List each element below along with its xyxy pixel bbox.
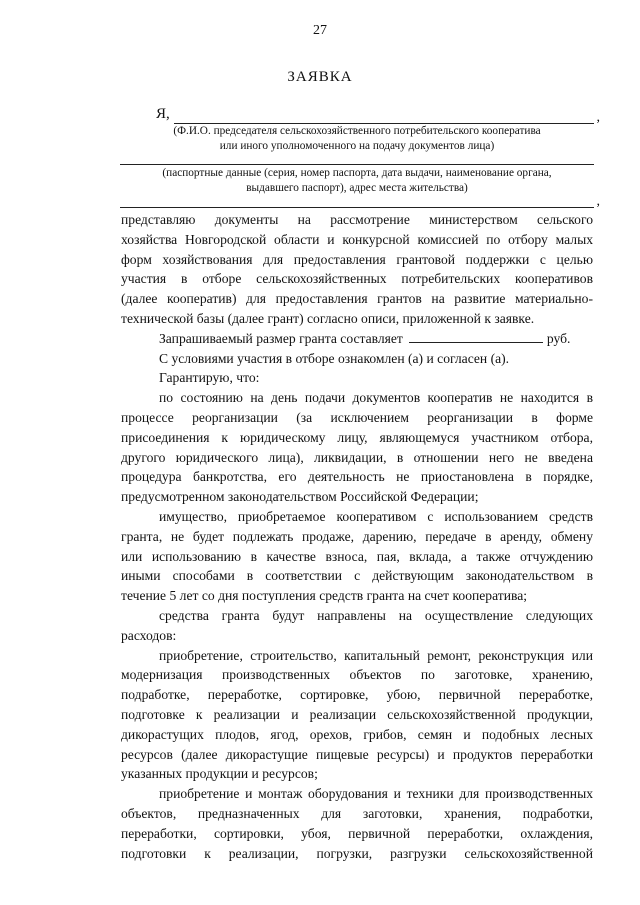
text-line: дикорастущих плодов, ягод, орехов, грибов, семян и подобных лесных [121, 726, 593, 742]
applicant-prefix: Я, [156, 106, 170, 122]
address-underline [120, 207, 594, 208]
passport-line [120, 147, 594, 165]
text-line: процедура банкротства, его деятельность не приостановлена в порядке, [121, 469, 593, 485]
applicant-name-line [120, 106, 600, 125]
text-line: расходов: [121, 627, 177, 643]
text-line: подготовки к реализации, погрузки, разгрузки сельскохозяйственной [121, 845, 593, 861]
passport-underline [120, 164, 594, 165]
passport-caption-line: выдавшего паспорт), адрес места жительства) [246, 182, 468, 194]
text-line: процессе реорганизации (за исключением реорганизации в форме [121, 409, 593, 425]
text-line: указанных продукции и ресурсов; [121, 766, 318, 782]
text-line: приобретение, строительство, капитальный ремонт, реконструкция или [159, 647, 593, 663]
guarantee-heading: Гарантирую, что: [159, 370, 260, 386]
text-line: другого юридического лица), ликвидации, в отношении него не введена [121, 449, 593, 465]
text-line: гранта, не будет подлежать продаже, дарению, передаче в аренду, обмену [121, 528, 593, 544]
text-line: форм хозяйствования для предоставления грантовой поддержки с целью [121, 251, 593, 267]
applicant-suffix: , [596, 110, 600, 125]
text-line: (далее кооператив) для предоставления грантов на развитие материально- [121, 291, 593, 307]
text-line: технической базы (далее грант) согласно описи, приложенной к заявке. [121, 310, 535, 326]
text-line: по состоянию на день подачи документов кооператив не находится в [159, 390, 593, 406]
text-line: иными способами в соответствии с действующим законодательством в [121, 568, 593, 584]
guarantee-expenses-paragraph [121, 606, 593, 646]
text-line: объектов, предназначенных для заготовки, хранения, подработки, [121, 805, 593, 821]
grant-amount-row [121, 329, 593, 349]
text-line: хозяйства Новгородской области и конкурсной комиссией по отбору малых [121, 231, 593, 247]
text-line: присоединения к юридическому лицу, являющемуся участником отбора, [121, 429, 593, 445]
applicant-caption-line: (Ф.И.О. председателя сельскохозяйственного потребительского кооператива [173, 125, 541, 137]
text-line: течение 5 лет со дня поступления средств гранта на счет кооператива; [121, 588, 528, 604]
document-title: ЗАЯВКА [287, 69, 353, 85]
text-line: представляю документы на рассмотрение министерством сельского [121, 212, 593, 227]
text-line: переработки, сортировки, убоя, первичной переработки, охлаждения, [121, 825, 593, 841]
grant-amount-unit: руб. [546, 330, 571, 346]
application-body [121, 210, 593, 863]
text-line: подготовке к реализации и реализации сельскохозяйственной продукции, [121, 706, 593, 722]
passport-caption-line: (паспортные данные (серия, номер паспорта, дата выдачи, наименование органа, [162, 167, 552, 179]
text-line: ресурсов (далее дикорастущие пищевые ресурсы) и продуктов переработки [121, 746, 593, 762]
text-line: или использованию в качестве взноса, пая, вклада, а также отчуждению [121, 548, 593, 564]
grant-amount-label: Запрашиваемый размер гранта составляет [159, 330, 403, 346]
guarantee-property-paragraph [121, 507, 593, 606]
text-line: модернизация производственных объектов по заготовке, хранению, [121, 667, 593, 683]
passport-suffix: , [596, 194, 600, 209]
text-line: средства гранта будут направлены на осуществление следующих [159, 607, 593, 623]
guarantee-reorganization-paragraph [121, 388, 593, 507]
applicant-caption-line: или иного уполномоченного на подачу документов лица) [219, 140, 495, 152]
text-line: имущество, приобретаемое кооперативом с использованием средств [159, 508, 593, 524]
agreement-statement: С условиями участия в отборе ознакомлен (а) и согласен (а). [159, 350, 510, 366]
text-line: предусмотренном законодательством Российской Федерации; [121, 489, 479, 505]
intro-paragraph [121, 210, 593, 329]
expense-equipment-paragraph [121, 784, 593, 863]
grant-amount-blank [409, 330, 543, 343]
text-line: участия в отборе сельскохозяйственных потребительских кооперативов [121, 271, 593, 287]
page-number: 27 [313, 23, 327, 38]
expense-construction-paragraph [121, 646, 593, 785]
text-line: подработке, переработке, сортировке, убою, первичной переработке, [121, 687, 593, 703]
text-line: приобретение и монтаж оборудования и техники для производственных [159, 786, 593, 802]
address-line [120, 190, 600, 209]
